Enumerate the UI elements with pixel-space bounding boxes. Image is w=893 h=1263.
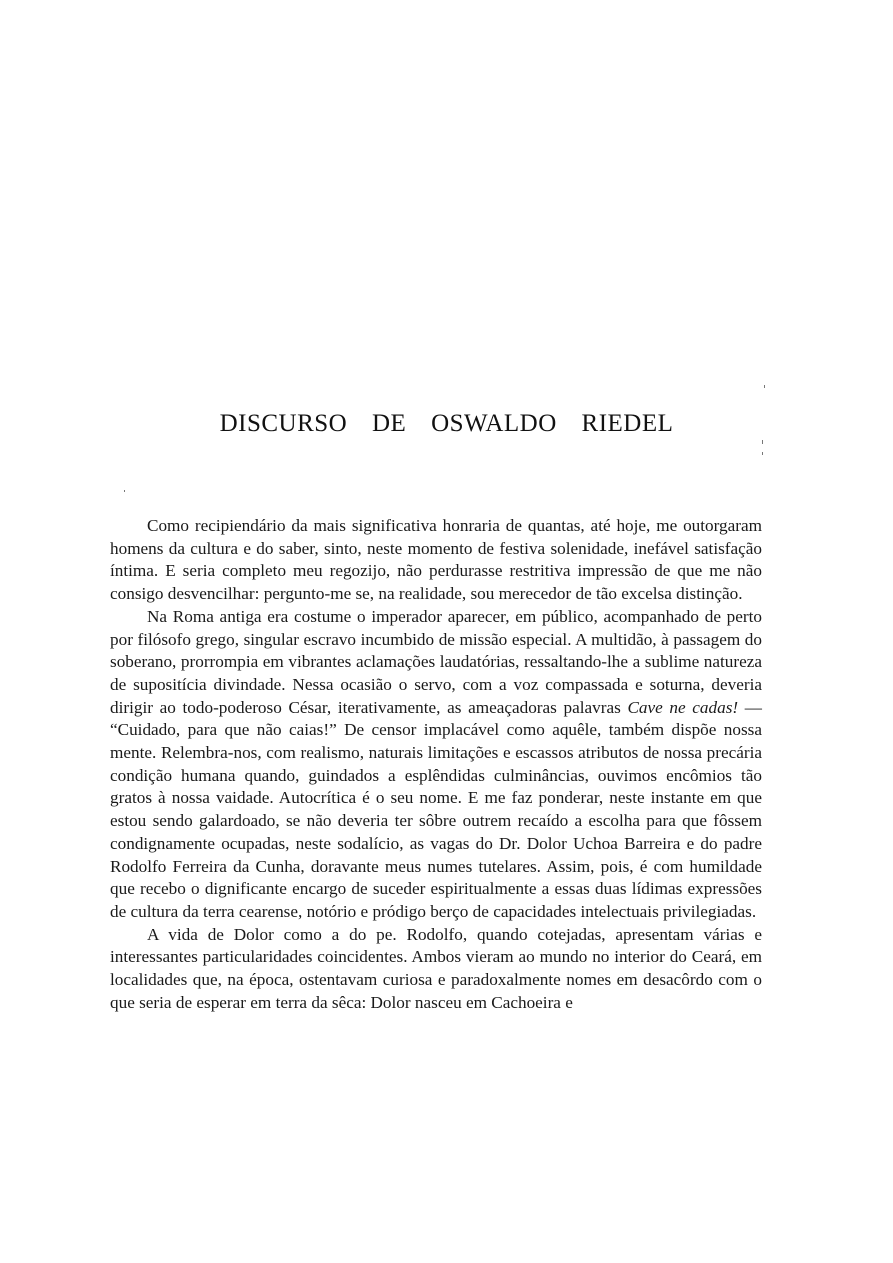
paragraph-1: Como recipiendário da mais significativa honraria de quantas, até hoje, me outorgaram homens da cultura e do saber, sinto, neste momento de festiva solenidade, inefável satisfação íntima. E seria completo meu regozijo, não perdurasse restritiva impressão de que me não consigo desvencilhar: pergunto-me se, na realidade, sou merecedor de tão excelsa distinção.	[110, 516, 762, 604]
scan-speck	[762, 440, 763, 444]
page-title: DISCURSO DE OSWALDO RIEDEL	[219, 410, 674, 437]
body-text	[110, 515, 762, 1014]
scan-speck	[124, 490, 125, 492]
scan-speck	[762, 452, 763, 455]
scan-speck	[764, 385, 765, 388]
paragraph-2-text-after: — “Cuidado, para que não caias!” De censor implacável como aquêle, também dispõe nossa mente. Relembra-nos, com realismo, naturais limitações e escassos atributos de nossa precária condição humana quando, guindados a esplêndidas culminâncias, ouvimos encômios tão gratos à nossa vaidade. Autocrítica é o seu nome. E me faz ponderar, neste instante em que estou sendo galardoado, se não deveria ter sôbre outrem recaído a escolha para que fôssem condignamente ocupadas, neste sodalício, as vagas do Dr. Dolor Uchoa Barreira e do padre Rodolfo Ferreira da Cunha, doravante meus numes tutelares. Assim, pois, é com humildade que recebo o dignificante encargo de suceder espiritualmente a essas duas lídimas expressões de cultura da terra cearense, notório e pródigo berço de capacidades intelectuais privilegiadas.	[110, 697, 762, 921]
latin-quote: Cave ne cadas!	[627, 697, 739, 717]
paragraph-2-text-before: Na Roma antiga era costume o imperador aparecer, em público, acompanhado de perto por filósofo grego, singular escravo incumbido de missão especial. A multidão, à passagem do soberano, prorrompia em vibrantes aclamações laudatórias, ressaltando-lhe a sublime natureza de supositícia divindade. Nessa ocasião o servo, com a voz compassada e soturna, deveria dirigir ao todo-poderoso César, iterativamente, as ameaçadoras palavras	[110, 606, 762, 717]
paragraph-2	[110, 606, 762, 924]
paragraph-3: A vida de Dolor como a do pe. Rodolfo, quando cotejadas, apresentam várias e interessantes particularidades coincidentes. Ambos vieram ao mundo no interior do Ceará, em localidades que, na época, ostentavam curiosa e paradoxalmente nomes em desacôrdo com o que seria de esperar em terra da sêca: Dolor nasceu em Cachoeira e	[110, 924, 762, 1012]
